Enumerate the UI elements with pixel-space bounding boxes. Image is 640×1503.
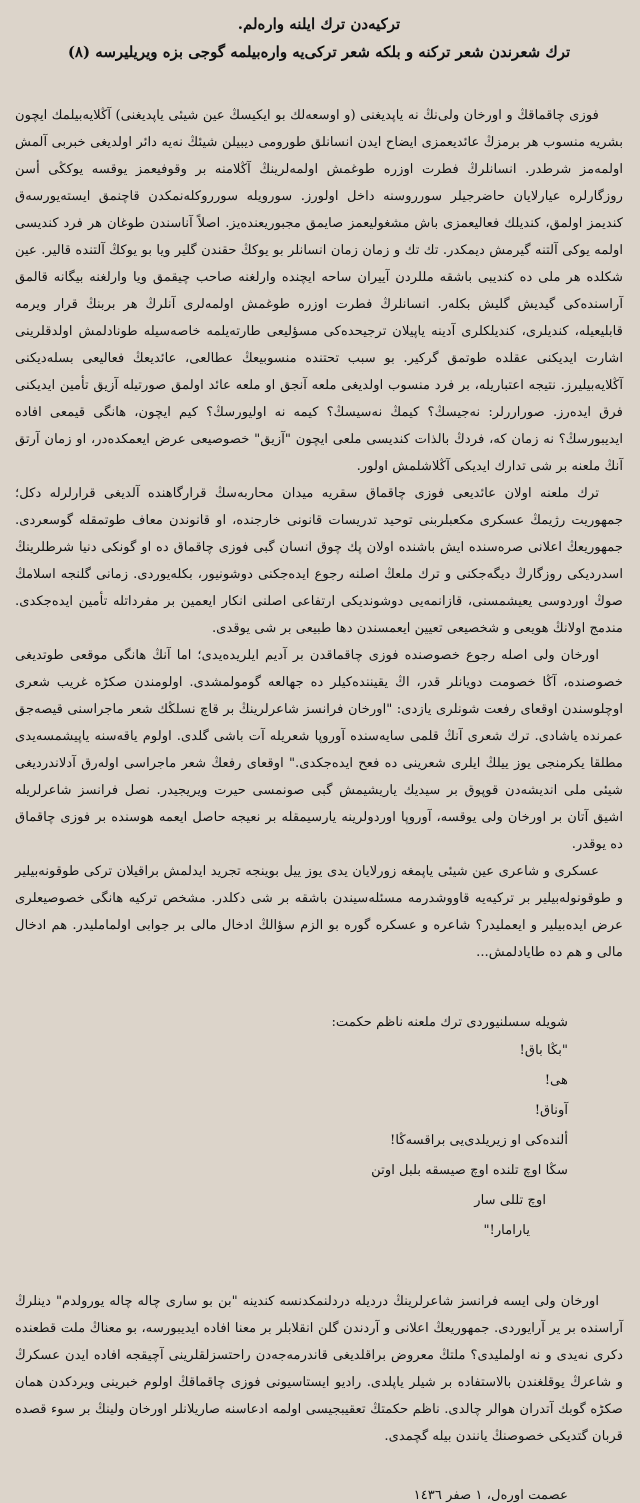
paragraph: فوزی چاقماقڭ و اورخان ولی‌نڭ نه یاپدیغنی (و اوسعه‌لك بو ایکیسڭ عین شیئی یاپدیغنی) آڭلایه‌بیلمك ایچون بشریه منسوب هر برمزڭ عائدیعمزی ایضاح ایدن انسانلق طورومی دیبیلن شیئڭ نه‌یه دائر اولدیغی خبربی آلمش اولمه‌مز شرطدر. انسانلرڭ فطرت اوزره طوغمش اولمه‌لرینڭ آڭلامنه بر وقوفیعمز یوقسه یوکڭی أسن روزگارلره عیارلایان حاضرجیلر سورروسنه داخل اولورز. سورویله سورروکله‌نمکدن قاچنمق ایسته‌یورسه‌ق کندیمز اولمق، کندیلك فعالیعمزی باش مشغولیعمز صایمق مجبوریعنده‌یز. اصلاً آناسندن طوغان هر فرد کندیسی اولمه یوکی آلتنه گیرمش دیمکدر. تك تك و زمان زمان انسانلر بو یوکڭ حقندن گلیر ویا بو یوکڭ آلتنده قالیر. عین شکلده هر ملی ده کندیبی باشقه مللردن آییران ساحه ایچنده وارلغنه صاحب چیقمق ویا وارلغنه بیگانه قالمق آراسنده‌کی گیدیش گلیش بکلەر. انسانلرڭ فطرت اوزره طوغمش اولمه‌لری آنلرڭ هر بربنڭ قرار ویرمه قابلیعیله، کندیلری، کندیلکلری آدینه یاپیلان ترجیحده‌کی مسؤلیعی طارته‌یلمه خاصه‌سیله طونادلمش اولدقلرینی اشارت ایدیکنی عقلده طوتمق گرکیر. بو سبب تحتنده منسوبیعڭ عطالعی، عائدیعڭ فعالیعی بسله‌دیکنی آڭلایه‌بیلیرز. نتیجه اعتباریله، بر فرد منسوب اولدیغی ملعه آنجق او ملعه عائد اولمق صورتیله آزیق تأمین ایدیکنی فرق ایده‌رز. صوراررلر: نه‌جیسڭ؟ کیمڭ نه‌سیسڭ؟ کیمه نه اولیورسڭ؟ کیم ایچون، هانگی قیمعی افاده ایدیبورسڭ؟ نه زمان که، فردڭ بالذات کندیسی ملعی ایچون "آزیق" خصوصیعی عرض ایعمکده‌در، او زمان آرتق آنڭ ملعنه بر شی تدارك ایدیکی آڭلاشلمش اولور. — [15, 108, 623, 474]
paragraph: اورخان ولی اصله رجوع خصوصنده فوزی چاقماقدن بر آدیم ایلریده‌یدی؛ اما آنڭ هانگی موقعی طوتدیغی خصوصنده، آڭا خصومت دویانلر قدر، اڭ یقیننده‌کیلر ده جهالعه گومولمشدی. اولومندن صکڑه غریب شعری اوچلوسندن اوقعای رفعت شونلری یازدی: "اورخان فرانسز شاعرلرینڭ بر قاچ نسلڭك شعر ماجراسنی قیصه‌جق عمرنده یاشادی. ترك شعری آنڭ قلمی سایه‌سنده آوروپا شعریله آت باشی گلدی. اولوم یاقه‌سنه یاپیشمسه‌یدی مطلقا یکرمنجی یوز ییلڭ ایلری شعرینی ده فعح ایده‌جکدی." اوقعای رفعڭ شعر ماجراسی اوله‌رق آدلاندردیغی شیئی ملی اندیشه‌دن قوپوق بر سیدیك یاریشیمش گبی صونمسی حیرت ویریجیدر. نصل فرانسز شاعرلریله اشیق آتان بر اورخان ولی یوقسه، آوروپا اوردولرینه یارسیمقله بر نعیجه حاصل ایعمه هوسنده بر فوزی چاقماق ده یوقدر. — [15, 648, 623, 852]
poem-intro: شویله سسلنیوردی ترك ملعنه ناظم حکمت: — [331, 1015, 568, 1030]
article-body — [15, 102, 623, 966]
title-block — [15, 0, 623, 66]
closing-paragraph: اورخان ولی ایسه فرانسز شاعرلرینڭ دردیله دردلنمکدنسه کندینه "بن بو ساری چاله چاله یورولدم" دینلرڭ آراسنده بر یر آرایوردی. جمهوریعڭ اعلانی و آردندن گلن انقلابلر بر معنا افاده ایدیبورسه، بو معناڭ ملت قطعنده دکری نه‌یدی و نه اولملیدی؟ ملتڭ معروض براقلدیغی قاندرمه‌جه‌دن راحتسزلقلرینی آچیقجه افاده ایدن عسکرڭ و شاعرڭ یوقلغندن بالاستفاده بر شیلر یاپلدی. رادیو ایستاسیونی فوزی چاقماقڭ اولوم خبرینی ویردکدن همان صکڑه گوبك آتدران هوالر چالدی. ناظم حکمتڭ تعقیبجیسی اولمه ادعاسنه صاریلانلر اورخان ولینڭ بر سوء قصده قربان گتدیکی خصوصنڭ یانندن بیله گچمدی. — [15, 1294, 623, 1444]
poem-line: ألنده‌کی او زیریلدی‌یی براقسه‌ڭا! — [390, 1133, 568, 1148]
paragraph: عسکری و شاعری عین شیئی یاپمغه زورلایان یدی یوز ییل بوینجه تجرید ایدلمش براقیلان ترکی طوقونه‌بیلیر و طوقونوله‌بیلیر بر ترکیه‌یه قاووشدرمه مسئله‌سیندن باشقه بر شی دکلدر. مشخص ترکیه هانگی خصوصیعلری عرض ایده‌بیلیر و ایعملیدر؟ شاعره و عسکره گوره بو الزم سؤالڭ ادخال مالی بر جوابی اولماملیدر. هم ادخال مالی و هم ده طایادلمش... — [15, 864, 623, 960]
poem-block — [15, 1036, 568, 1246]
poem-line: اوچ تللی سار — [474, 1193, 546, 1208]
author-signature: عصمت اوره‌ل، ١ صفر ١٤٣٦ — [413, 1488, 568, 1503]
poem-line: آوناق! — [534, 1103, 568, 1118]
poem-line: سڭا اوچ تلنده اوچ صیسقه بلبل اوتن — [371, 1163, 568, 1178]
page-subtitle: ترك شعرندن شعر ترکنه و بلکه شعر ترکی‌یه واره‌بیلمه گوجی بزه ویریلیرسه (٨) — [67, 43, 571, 61]
poem-line: هی! — [544, 1073, 568, 1088]
poem-line: یارامار!" — [483, 1223, 530, 1238]
poem-line: "بڭا باق! — [519, 1043, 568, 1058]
page-title: ترکیه‌دن ترك ایلنه واره‌لم. — [237, 15, 401, 33]
paragraph: ترك ملعنه اولان عائدیعی فوزی چاقماق سقریه میدان محاربه‌سڭ قرارگاهنده آلدیغی قرارلرله دکل؛ جمهوریت رژیمڭ عسکری مکعبلربنی توحید تدریسات قانونی خارجنده، او قانوندن معاف طوتمقله گوسعردی. جمهوریعڭ اعلانی صره‌سنده ایش باشنده اولان پك چوق انسان گبی فوزی چاقماق ده او گونکی دنیا شرطلرینڭ اسدردیکی روزگارڭ دیگه‌جکنی و ترك ملعڭ اصلنه رجوع ایده‌جکنی دوشونیور، بکله‌یوردی. زمانی گلنجه اسلامڭ صوڭ اوردوسی یعیشمسنی، قازانمه‌یی دوشوندیکی ارتفاعی اصلنی انکار ایعمین بر مفرداتله تأمین ایده‌جکدی. مندمج اولانڭ هویعی و شخصیعی تعیین ایعمسندن دها طبیعی بر شی یوقدی. — [15, 486, 623, 636]
closing-section — [15, 1288, 623, 1450]
